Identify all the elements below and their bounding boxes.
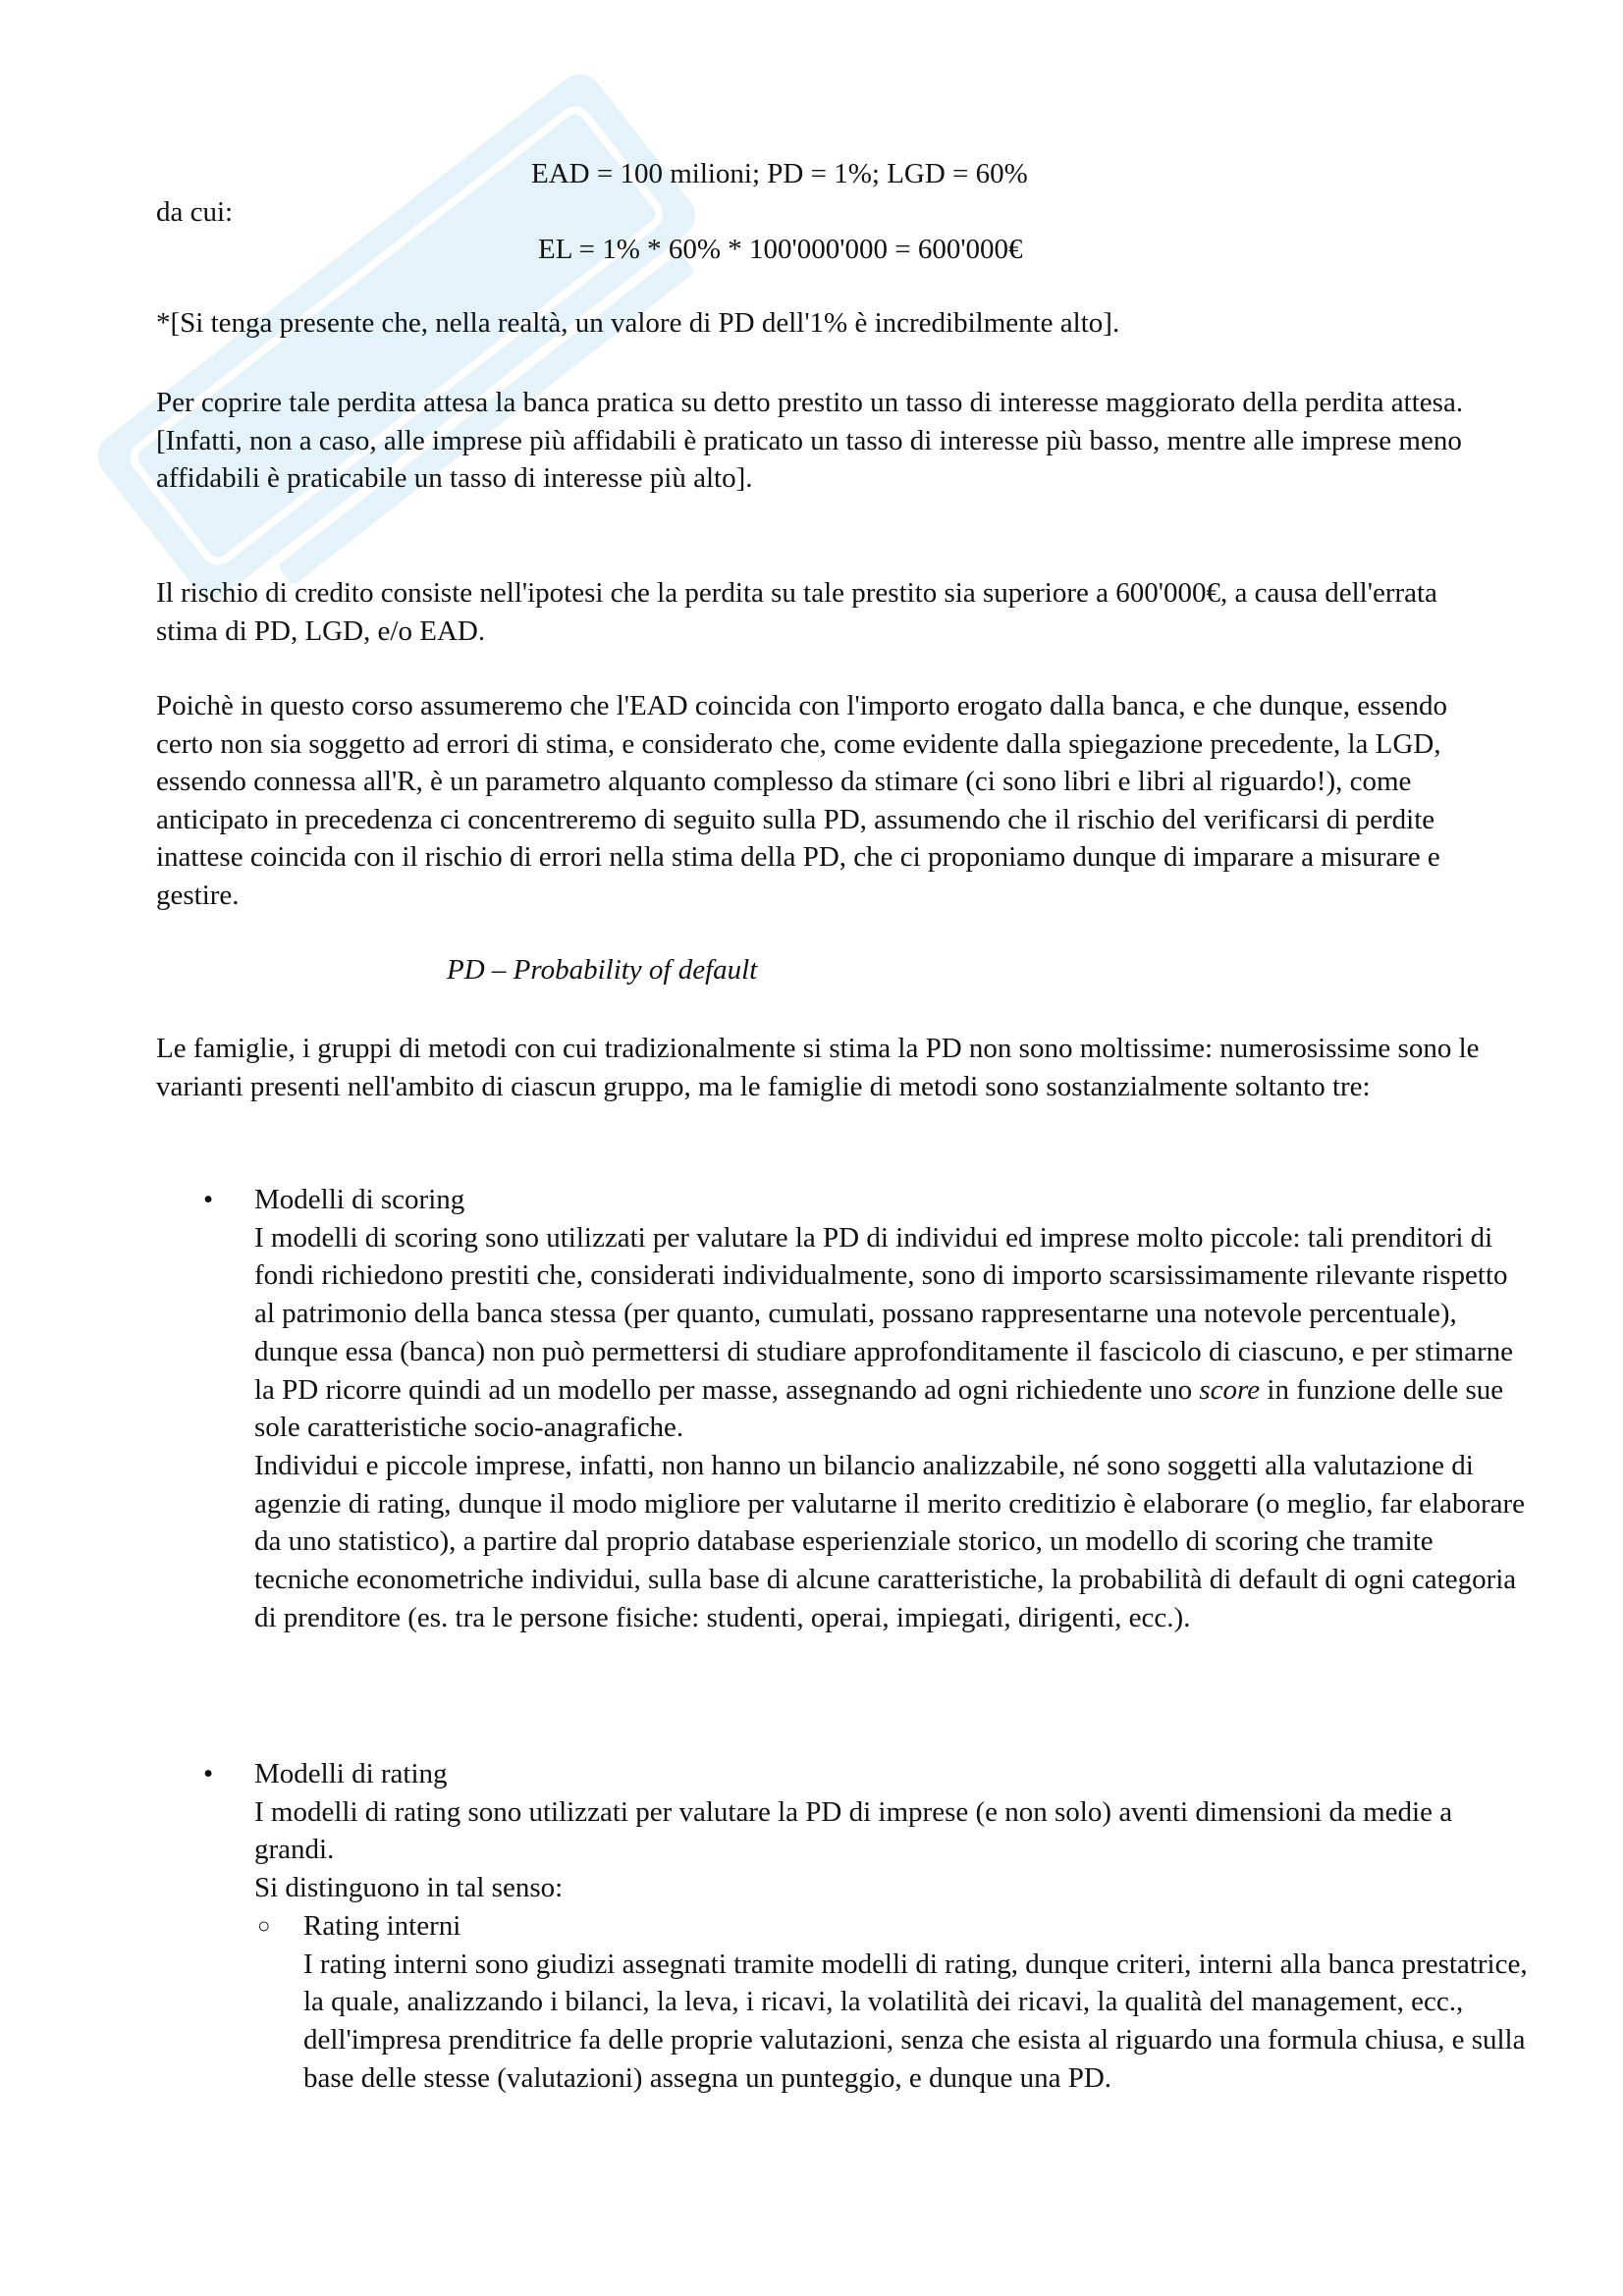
coverage-paragraph — [156, 384, 1491, 498]
da-cui-label: da cui: — [156, 196, 234, 228]
scoring-text-c: Individui e piccole imprese, infatti, non hanno un bilancio analizzabile, né sono soggetti alla valutazione di agenzie di rating, dunque il modo migliore per valutarne il merito creditizio è elaborare (o meglio, far elaborare da uno statistico), a partire dal proprio database esperienziale storico, un modello di scoring che tramite tecniche econometriche individui, sulla base di alcune caratteristiche, la probabilità di default di ogni categoria di prenditore (es. tra le persone fisiche: studenti, operai, impiegati, dirigenti, ecc.). — [254, 1449, 1525, 1633]
scoring-text-score: score — [1199, 1373, 1261, 1406]
list-item-scoring — [156, 1181, 1531, 1636]
formula-inputs: EAD = 100 milioni; PD = 1%; LGD = 60% — [531, 158, 1028, 189]
formula-expected-loss: EL = 1% * 60% * 100'000'000 = 600'000€ — [538, 234, 1023, 265]
rating-interni-title: Rating interni — [303, 1909, 461, 1942]
section-heading: PD – Probability of default — [447, 954, 758, 986]
scoring-text-b: in funzione delle sue sole caratteristiche socio-anagrafiche. — [254, 1373, 1504, 1444]
rating-text-b: Si distinguono in tal senso: — [254, 1872, 564, 1904]
scoring-text — [254, 1219, 1531, 1447]
note-paragraph: *[Si tenga presente che, nella realtà, un valore di PD dell'1% è incredibilmente alto]. — [156, 307, 1120, 339]
families-paragraph: Le famiglie, i gruppi di metodi con cui tradizionalmente si stima la PD non sono moltissime: numerosissime sono le varianti presenti nell'ambito di ciascun gruppo, ma le famiglie di metodi sono sostanzialmente soltanto tre: — [156, 1033, 1480, 1102]
bullet-icon: • — [203, 1184, 214, 1215]
watermark-logo — [29, 39, 776, 648]
circle-bullet-icon: ○ — [257, 1912, 271, 1938]
scoring-title: Modelli di scoring — [254, 1184, 465, 1215]
coverage-text: Per coprire tale perdita attesa la banca pratica su detto prestito un tasso di interesse maggiorato della perdita attesa. — [156, 387, 1464, 418]
sub-list-item-rating-interni — [254, 1907, 1531, 2098]
rating-text-a: I modelli di rating sono utilizzati per valutare la PD di imprese (e non solo) aventi dimensioni da medie a grandi. — [254, 1795, 1453, 1866]
bullet-icon: • — [203, 1758, 214, 1789]
scoring-text-a: I modelli di scoring sono utilizzati per valutare la PD di individui ed imprese molto piccole: tali prenditori di fondi richiedono prestiti che, considerati individualmente, sono di importo scarsissimamente rilevante rispetto al patrimonio della banca stessa (per quanto, cumulati, possano rappresentarne una notevole percentuale), dunque essa (banca) non può permettersi di studiare approfonditamente il fascicolo di ciascuno, e per stimarne la PD ricorre quindi ad un modello per masse, assegnando ad ogni richiedente uno — [254, 1221, 1514, 1406]
rating-interni-text: I rating interni sono giudizi assegnati tramite modelli di rating, dunque criteri, interni alla banca prestatrice, la quale, analizzando i bilanci, la leva, i ricavi, la volatilità dei ricavi, la qualità del management, ecc., dell'impresa prenditrice fa delle proprie valutazioni, senza che esista al riguardo una formula chiusa, e sulla base delle stesse (valutazioni) assegna un punteggio, e dunque una PD. — [303, 1948, 1528, 2094]
credit-risk-paragraph: Il rischio di credito consiste nell'ipotesi che la perdita su tale prestito sia superiore a 600'000€, a causa dell'errata stima di PD, LGD, e/o EAD. — [156, 577, 1437, 647]
list-item-rating — [156, 1755, 1531, 2097]
rating-title: Modelli di rating — [254, 1758, 448, 1789]
coverage-bracket-text: [Infatti, non a caso, alle imprese più affidabili è praticato un tasso di interesse più basso, mentre alle imprese meno affidabili è praticabile un tasso di interesse più alto]. — [156, 424, 1462, 494]
assumptions-paragraph: Poichè in questo corso assumeremo che l'EAD coincida con l'importo erogato dalla banca, e che dunque, essendo certo non sia soggetto ad errori di stima, e considerato che, come evidente dalla spiegazione precedente, la LGD, essendo connessa all'R, è un parametro alquanto complesso da stimare (ci sono libri e libri al riguardo!), come anticipato in precedenza ci concentreremo di seguito sulla PD, assumendo che il rischio del verificarsi di perdite inattese coincida con il rischio di errori nella stima della PD, che ci proponiamo dunque di imparare a misurare e gestire. — [156, 690, 1448, 911]
